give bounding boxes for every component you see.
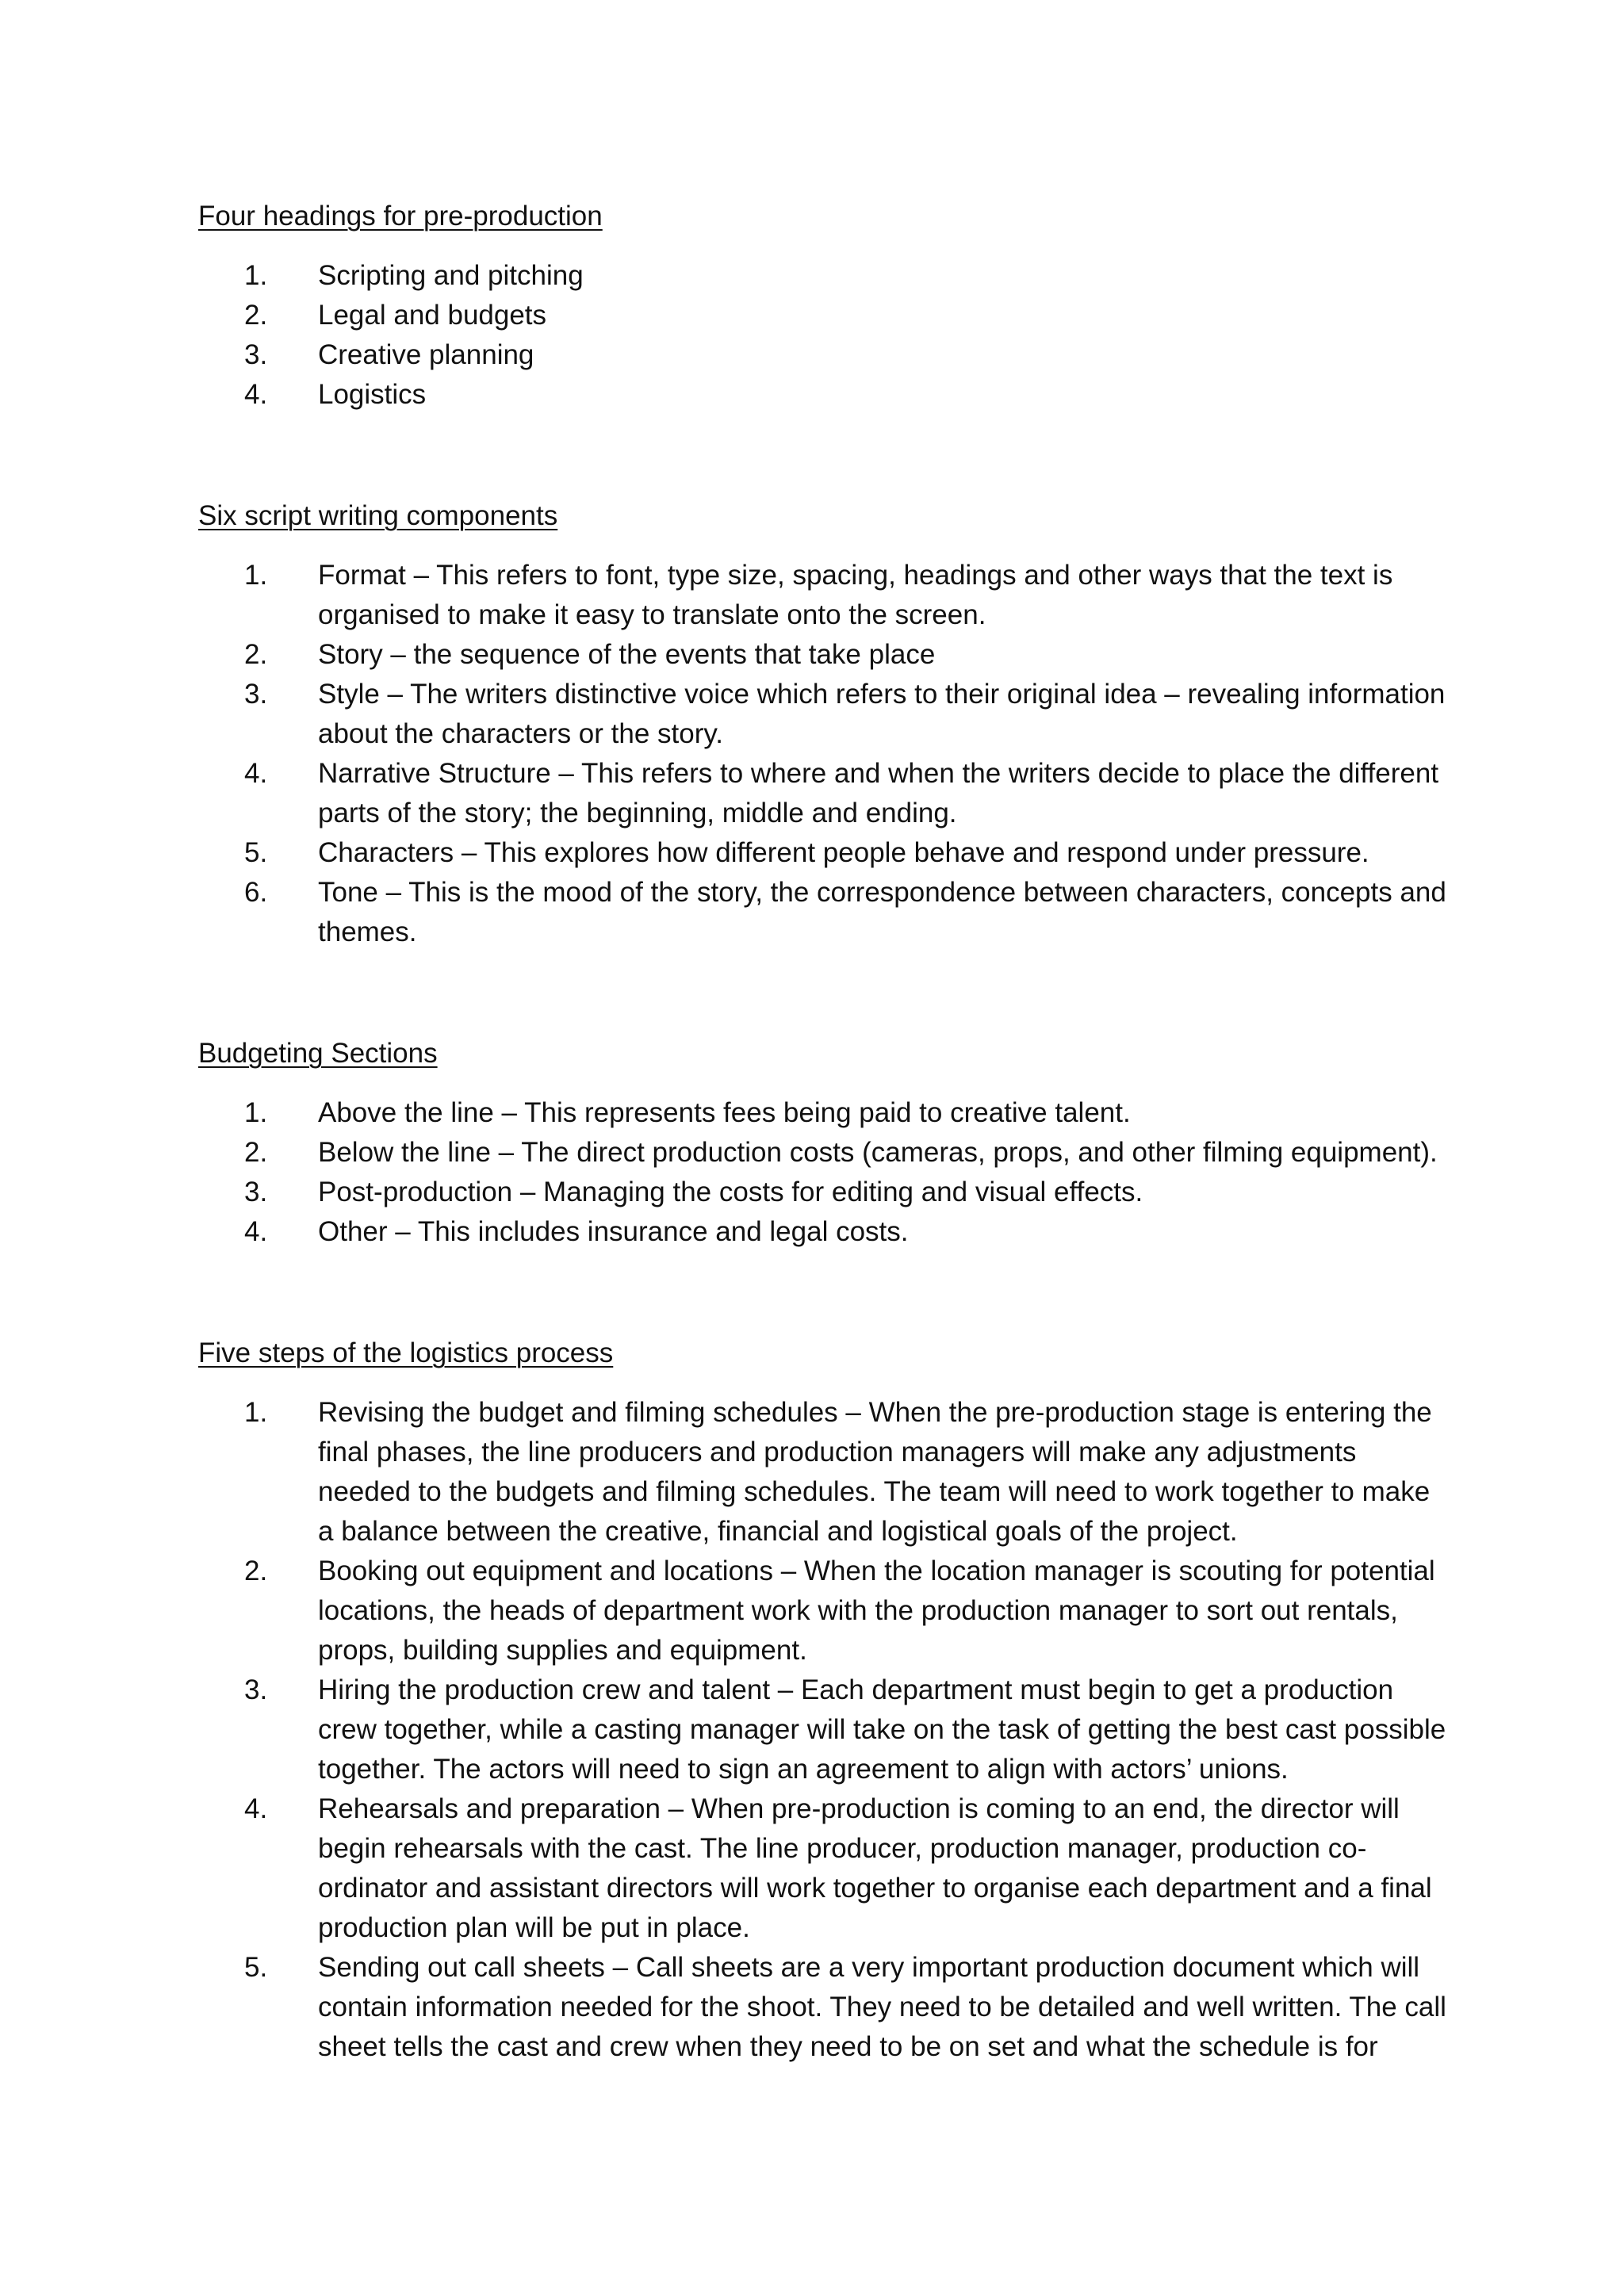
item-text: Scripting and pitching	[318, 260, 584, 291]
section-heading: Six script writing components	[198, 500, 558, 531]
item-text: Booking out equipment and locations – When the location manager is scouting for potential locations, the heads of department work with the production manager to sort out rentals, props, building supplies and equipment.	[318, 1556, 1435, 1666]
item-number: 2.	[244, 639, 268, 670]
item-number: 3.	[244, 679, 268, 710]
list-item	[198, 1212, 1451, 1252]
section-budgeting	[198, 1034, 1451, 1252]
numbered-list	[198, 256, 1451, 415]
item-text: Above the line – This represents fees being paid to creative talent.	[318, 1097, 1131, 1128]
item-number: 5.	[244, 1952, 268, 1983]
item-text: Style – The writers distinctive voice which refers to their original idea – revealing information about the characters or the story.	[318, 679, 1446, 749]
item-number: 4.	[244, 758, 268, 789]
list-item	[198, 675, 1451, 754]
item-text: Characters – This explores how different people behave and respond under pressure.	[318, 837, 1369, 868]
item-number: 1.	[244, 1397, 268, 1428]
item-number: 6.	[244, 877, 268, 908]
list-item	[198, 1093, 1451, 1133]
item-number: 4.	[244, 1216, 268, 1247]
numbered-list	[198, 1393, 1451, 2067]
list-item	[198, 873, 1451, 952]
item-text: Legal and budgets	[318, 300, 547, 331]
list-item	[198, 1173, 1451, 1212]
list-item	[198, 1133, 1451, 1173]
item-number: 3.	[244, 1674, 268, 1705]
item-text: Creative planning	[318, 339, 534, 370]
section-heading: Budgeting Sections	[198, 1038, 438, 1069]
list-item	[198, 556, 1451, 635]
item-text: Story – the sequence of the events that take place	[318, 639, 936, 670]
list-item	[198, 1670, 1451, 1789]
list-item	[198, 1552, 1451, 1670]
item-text: Narrative Structure – This refers to where and when the writers decide to place the different parts of the story; the beginning, middle and ending.	[318, 758, 1439, 828]
item-text: Rehearsals and preparation – When pre-production is coming to an end, the director will begin rehearsals with the cast. The line producer, production manager, production co-ordinator and assistant directors will work together to organise each department and a final production plan will be put in place.	[318, 1793, 1432, 1943]
section-spacer	[198, 1252, 1451, 1334]
numbered-list	[198, 556, 1451, 952]
item-text: Format – This refers to font, type size, spacing, headings and other ways that the text is organised to make it easy to translate onto the screen.	[318, 560, 1393, 630]
item-text: Post-production – Managing the costs for editing and visual effects.	[318, 1177, 1143, 1207]
section-logistics	[198, 1334, 1451, 2067]
list-item	[198, 296, 1451, 335]
item-number: 4.	[244, 379, 268, 410]
item-number: 1.	[244, 560, 268, 591]
item-text: Other – This includes insurance and legal costs.	[318, 1216, 909, 1247]
list-item	[198, 335, 1451, 375]
list-item	[198, 1789, 1451, 1948]
item-number: 5.	[244, 837, 268, 868]
item-text: Below the line – The direct production costs (cameras, props, and other filming equipment).	[318, 1137, 1438, 1168]
section-script-writing	[198, 496, 1451, 952]
section-pre-production	[198, 197, 1451, 415]
item-text: Revising the budget and filming schedules – When the pre-production stage is entering the final phases, the line producers and production managers will make any adjustments needed to the budgets and filming schedules. The team will need to work together to make a balance between the creative, financial and logistical goals of the project.	[318, 1397, 1432, 1547]
list-item	[198, 754, 1451, 833]
item-number: 4.	[244, 1793, 268, 1824]
document-page	[198, 197, 1451, 2067]
item-number: 1.	[244, 1097, 268, 1128]
section-heading: Five steps of the logistics process	[198, 1337, 614, 1368]
numbered-list	[198, 1093, 1451, 1252]
section-spacer	[198, 952, 1451, 1034]
list-item	[198, 833, 1451, 873]
item-text: Logistics	[318, 379, 427, 410]
section-heading: Four headings for pre-production	[198, 201, 603, 232]
item-number: 3.	[244, 339, 268, 370]
section-spacer	[198, 415, 1451, 496]
item-number: 2.	[244, 300, 268, 331]
item-text: Sending out call sheets – Call sheets are a very important production document which will contain information needed for the shoot. They need to be detailed and well written. The call sheet tells the cast and crew when they need to be on set and what the schedule is for	[318, 1952, 1446, 2062]
item-number: 2.	[244, 1556, 268, 1586]
list-item	[198, 375, 1451, 415]
item-text: Hiring the production crew and talent – Each department must begin to get a production crew together, while a casting manager will take on the task of getting the best cast possible together. The actors will need to sign an agreement to align with actors’ unions.	[318, 1674, 1446, 1785]
item-number: 1.	[244, 260, 268, 291]
item-number: 2.	[244, 1137, 268, 1168]
list-item	[198, 1393, 1451, 1552]
list-item	[198, 1948, 1451, 2067]
item-number: 3.	[244, 1177, 268, 1207]
item-text: Tone – This is the mood of the story, the correspondence between characters, concepts and themes.	[318, 877, 1446, 947]
list-item	[198, 635, 1451, 675]
list-item	[198, 256, 1451, 296]
